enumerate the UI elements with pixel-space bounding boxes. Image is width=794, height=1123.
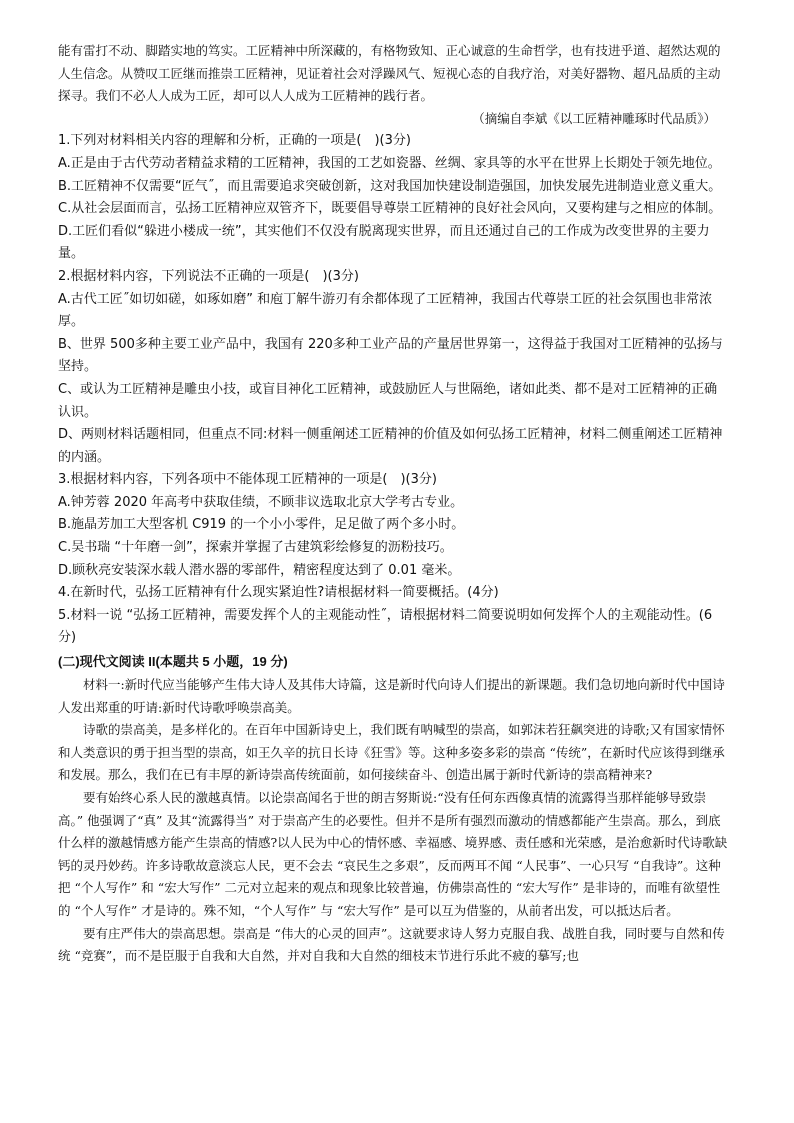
option-c: C.从社会层面而言，弘扬工匠精神应双管齐下，既要倡导尊崇工匠精神的良好社会风向，又要构建与之相应的体制。 <box>58 201 722 217</box>
question-2 <box>58 266 730 469</box>
exam-page <box>58 40 730 968</box>
passage-paragraph: 材料一:新时代应当能够产生伟大诗人及其伟大诗篇，这是新时代向诗人们提出的新课题。我们急切地向新时代中国诗人发出郑重的吁请:新时代诗歌呼唤崇高美。 <box>58 677 725 715</box>
question-4 <box>58 582 730 605</box>
question-stem: 4.在新时代，弘扬工匠精神有什么现实紧迫性?请根据材料一简要概括。(4分) <box>58 585 499 601</box>
option-a: A.古代工匠˝如切如磋，如琢如磨” 和庖丁解牛游刃有余都体现了工匠精神，我国古代尊崇工匠的社会氛围也非常浓厚。 <box>58 291 713 330</box>
option-a: A.钟芳蓉 2020 年高考中获取佳绩，不顾非议选取北京大学考古专业。 <box>58 494 464 510</box>
option-a: A.正是由于古代劳动者精益求精的工匠精神，我国的工艺如瓷器、丝绸、家具等的水平在世界上长期处于领先地位。 <box>58 155 721 171</box>
passage-paragraph: 要有始终心系人民的激越真情。以论崇高闻名于世的朗吉努斯说:“没有任何东西像真情的流露得当那样能够导致崇高。” 他强调了“真” 及其“流露得当” 对于崇高产生的必要性。但并不是所有强烈而激动的情感都能产生崇高。那么，到底什么样的激越情感方能产生崇高的情感?以人民为中心的情怀感、幸福感、境界感、责任感和光荣感，是治愈新时代诗歌缺钙的灵丹妙药。许多诗歌故意淡忘人民，更不会去 “哀民生之多艰”，反而两耳不闻 “人民事”、一心只写 “自我诗”。这种把 “个人写作” 和 “宏大写作” 二元对立起来的观点和现象比较普遍，仿佛崇高性的 “宏大写作” 是非诗的，而唯有欲望性的 “个人写作” 才是诗的。殊不知，“个人写作” 与 “宏大写作” 是可以互为借鉴的，从前者出发，可以抵达后者。 <box>58 790 728 918</box>
question-1 <box>58 130 730 266</box>
option-d: D、两则材料话题相同，但重点不同:材料一侧重阐述工匠精神的价值及如何弘扬工匠精神，材料二侧重阐述工匠精神的内涵。 <box>58 427 723 465</box>
option-b: B、世界 500多种主要工业产品中，我国有 220多种工业产品的产量居世界第一，这得益于我国对工匠精神的弘扬与坚持。 <box>58 336 723 375</box>
question-stem: 5.材料一说 “弘扬工匠精神，需要发挥个人的主观能动性˝，请根据材料二简要说明如何发挥个人的主观能动性。(6分) <box>58 607 713 646</box>
question-3 <box>58 469 730 582</box>
option-d: D.顾秋亮安装深水载人潜水器的零部件，精密程度达到了 0.01 毫米。 <box>58 562 461 578</box>
reading-passage <box>58 674 730 968</box>
question-5 <box>58 605 730 650</box>
source-citation: （摘编自李斌《以工匠精神雕琢时代品质》） <box>472 110 716 126</box>
option-d: D.工匠们看似“躲进小楼成一统”，其实他们不仅没有脱离现实世界，而且还通过自己的工作成为改变世界的主要力量。 <box>58 223 710 262</box>
material1-tail-paragraph: 能有雷打不动、脚踏实地的笃实。工匠精神中所深藏的，有格物致知、正心诚意的生命哲学，也有技进乎道、超然达观的人生信念。从赞叹工匠继而推崇工匠精神，见证着社会对浮躁风气、短视心态的自我疗治，对美好器物、超凡品质的主动探寻。我们不必人人成为工匠，却可以人人成为工匠精神的践行者。 <box>58 43 721 104</box>
option-b: B.工匠精神不仅需要“匠气˝，而且需要追求突破创新，这对我国加快建设制造强国，加快发展先进制造业意义重大。 <box>58 178 722 194</box>
question-stem: 1.下列对材料相关内容的理解和分析，正确的一项是( )(3分) <box>58 133 411 149</box>
option-c: C、或认为工匠精神是雕虫小技，或盲目神化工匠精神，或鼓励匠人与世隔绝，诸如此类、都不是对工匠精神的正确认识。 <box>58 381 718 420</box>
option-c: C.吴书瑞 “十年磨一剑”，探索并掌握了古建筑彩绘修复的沥粉技巧。 <box>58 540 453 556</box>
passage-paragraph: 诗歌的崇高美，是多样化的。在百年中国新诗史上，我们既有呐喊型的崇高，如郭沫若狂飙突进的诗歌;又有国家情怀和人类意识的勇于担当型的崇高，如王久辛的抗日长诗《狂雪》等。这种多姿多彩的崇高 “传统”，在新时代应该得到继承和发展。那么，我们在已有丰厚的新诗崇高传统面前，如何接续奋斗、创造出属于新时代新诗的崇高精神来? <box>58 722 725 783</box>
question-stem: 3.根据材料内容，下列各项中不能体现工匠精神的一项是( )(3分) <box>58 472 437 488</box>
section-title: (二)现代文阅读 II(本题共 5 小题，19 分) <box>58 654 288 670</box>
option-b: B.施晶芳加工大型客机 C919 的一个小小零件，足足做了两个多小时。 <box>58 517 465 533</box>
passage-paragraph: 要有庄严伟大的崇高思想。崇高是 “伟大的心灵的回声”。这就要求诗人努力克服自我、战胜自我，同时要与自然和传统 “竞赛”，而不是臣服于自我和大自然，并对自我和大自然的细枝末节进行乐此不疲的摹写;也 <box>58 925 725 964</box>
question-stem: 2.根据材料内容，下列说法不正确的一项是( )(3分) <box>58 268 359 284</box>
